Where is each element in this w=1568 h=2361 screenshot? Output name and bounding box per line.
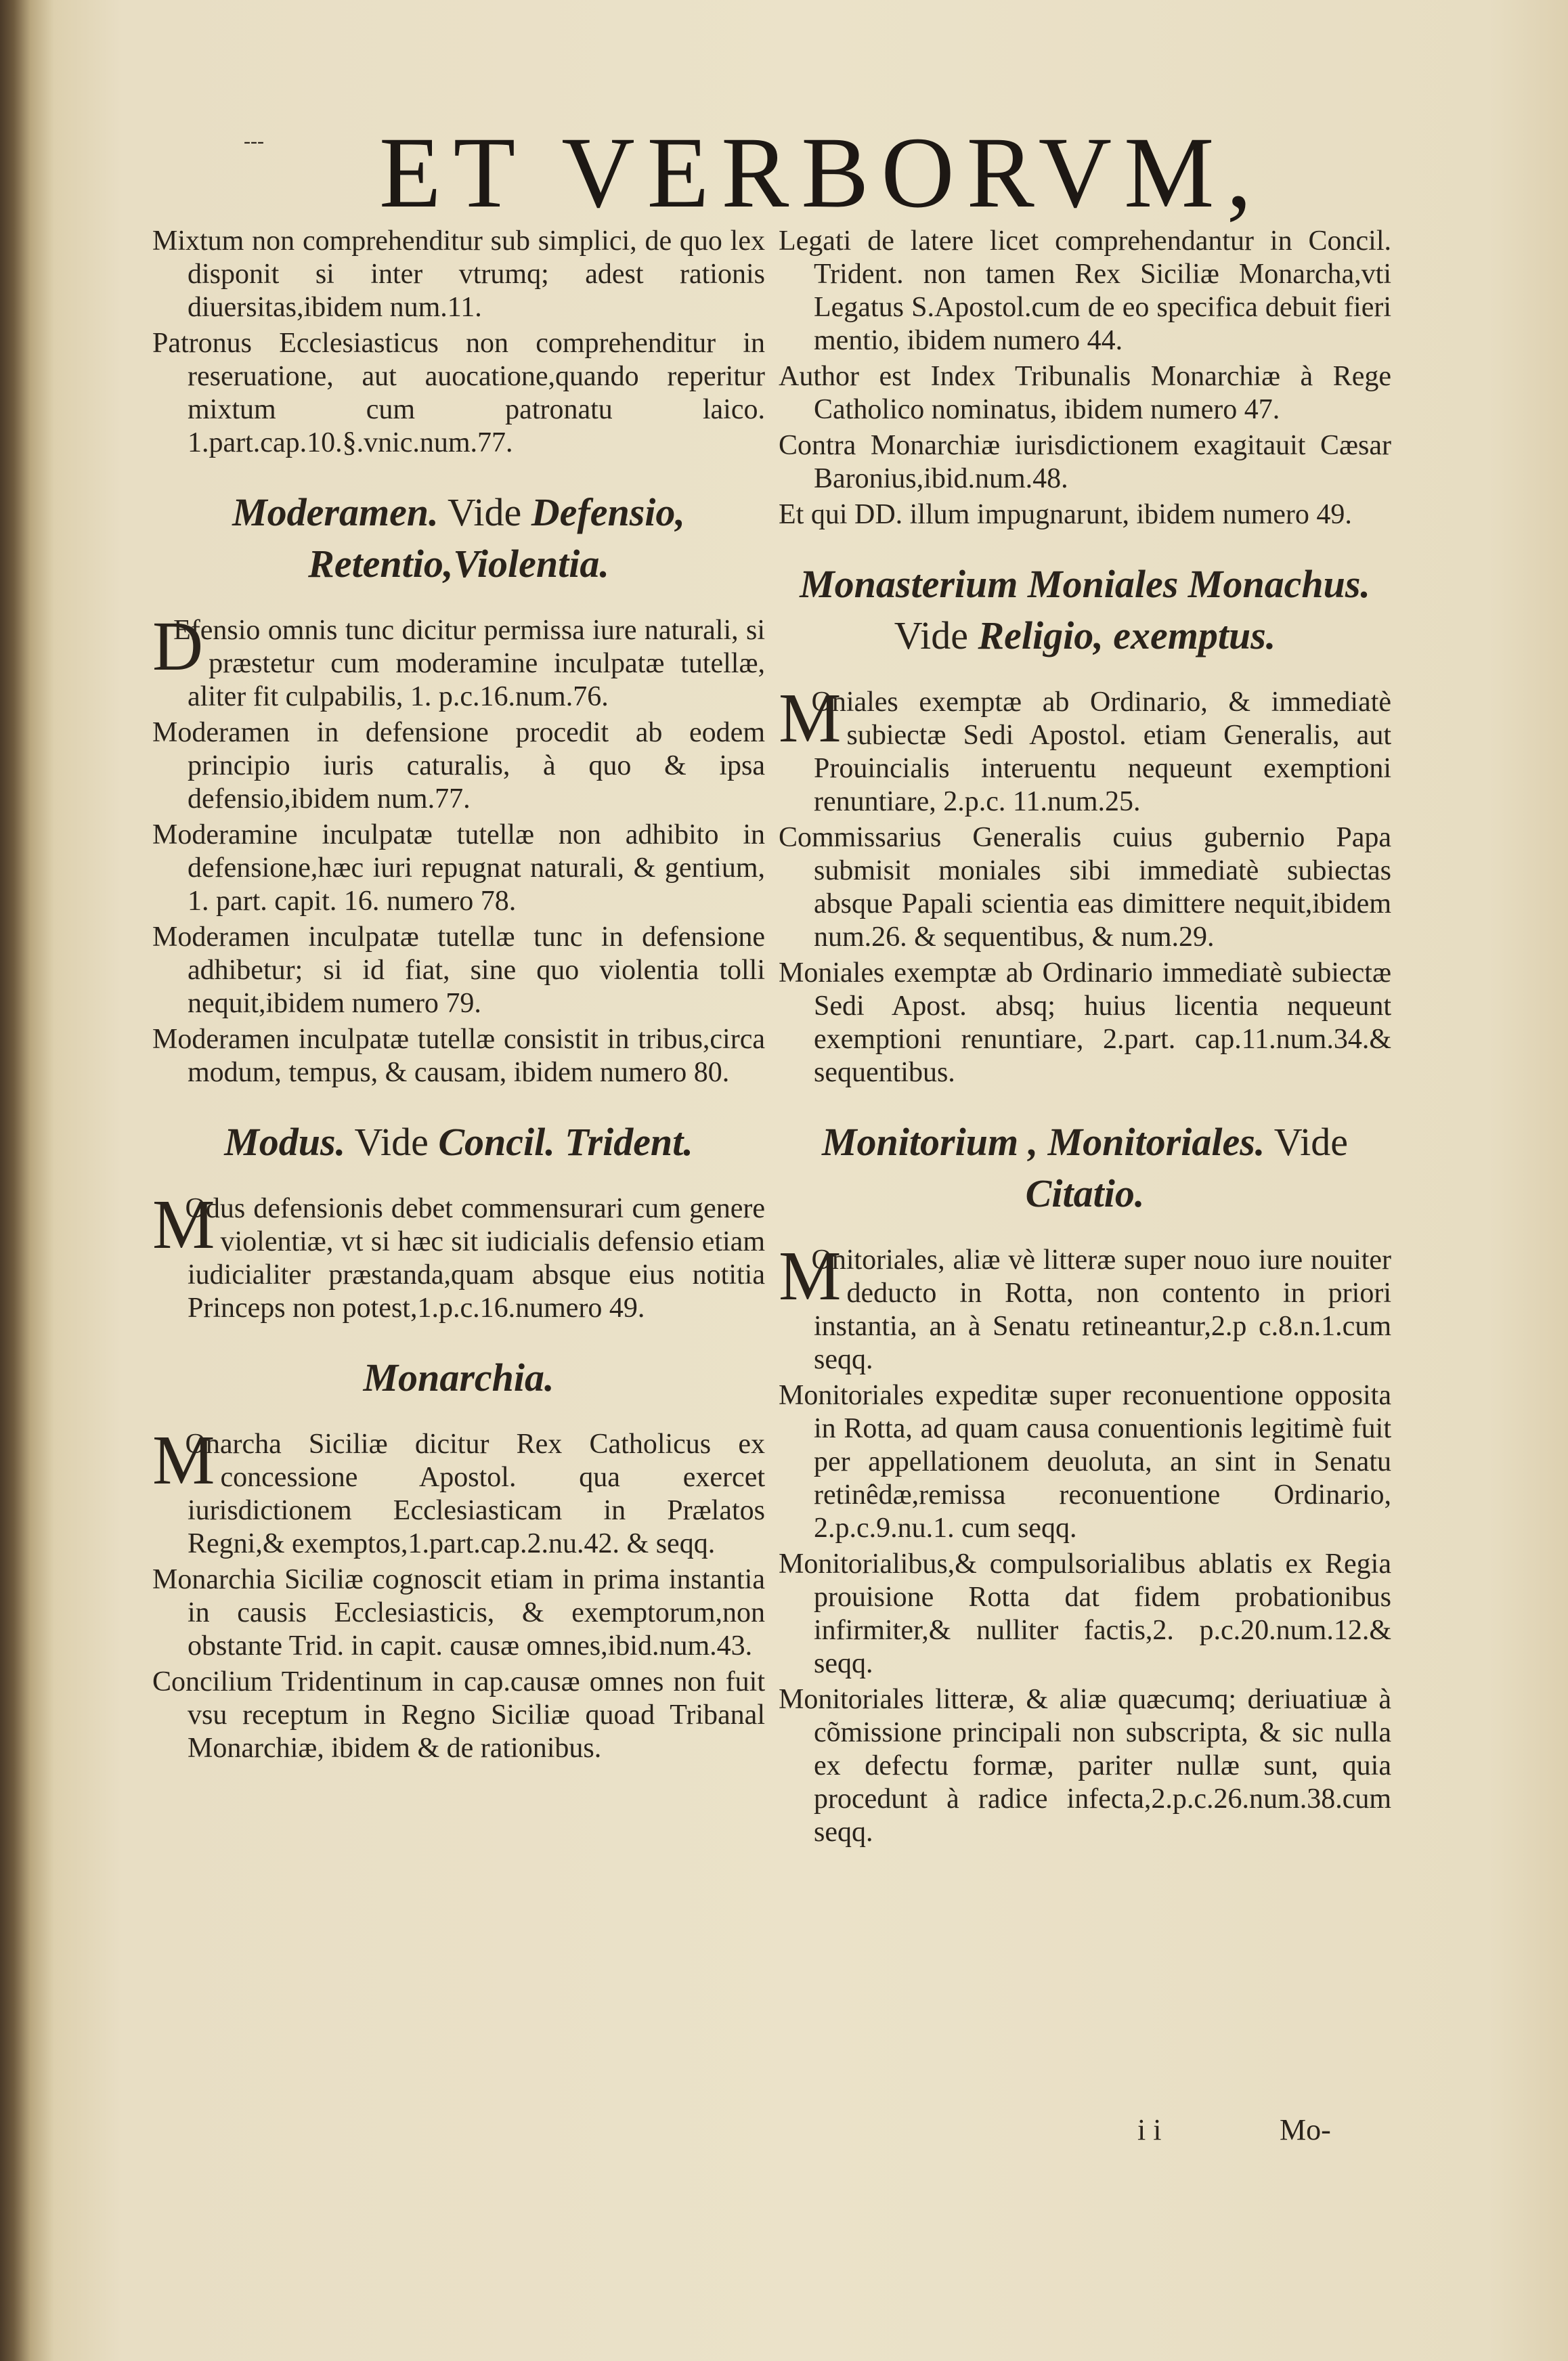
index-entry: Patronus Ecclesiasticus non comprehenditur in reseruatione, aut auocatione,quando reperitur mixtum cum patronatu laico. 1.part.cap.10.§.vnic.num.77.: [152, 328, 765, 458]
index-entry: Moderamine inculpatæ tutellæ non adhibito in defensione,hæc iuri repugnat naturali, & gentium, 1. part. capit. 16. numero 78.: [152, 819, 765, 917]
index-entry: Author est Index Tribunalis Monarchiæ à Rege Catholico nominatus, ibidem numero 47.: [779, 361, 1391, 425]
right-column: [779, 225, 1391, 1852]
section-heading-moderamen: Moderamen. Vide Defensio, Retentio,Violentia.: [232, 490, 685, 586]
index-entry: Monitoriales expeditæ super reconuentione opposita in Rotta, ad quam causa conuentionis legitimè fuit per appellationem deuoluta, an sint in Senatu retinêdæ,remissa reconuentione Ordinario, 2.p.c.9.nu.1. cum seqq.: [779, 1380, 1391, 1544]
facing-page-margin-text: [0, 190, 54, 2085]
index-entry: Moniales exemptæ ab Ordinario immediatè subiectæ Sedi Apost. absq; huius licentia nequeunt exemptioni renuntiare, 2.part. cap.11.num.34.& sequentibus.: [779, 957, 1391, 1088]
index-entry: Monitorialibus,& compulsorialibus ablatis ex Regia prouisione Rotta dat fidem probationibus infirmiter,& nulliter factis,2. p.c.20.num.12.& seqq.: [779, 1548, 1391, 1679]
drop-cap: M: [779, 1237, 842, 1315]
section-heading-monitorium: Monitorium , Monitoriales. Vide Citatio.: [821, 1120, 1348, 1215]
index-entry: D Efensio omnis tunc dicitur permissa iure naturali, si præstetur cum moderamine inculpatæ tutellæ, aliter fit culpabilis, 1. p.c.16.num.76.: [152, 607, 765, 712]
drop-cap: M: [152, 1186, 215, 1263]
drop-cap: M: [152, 1421, 215, 1499]
header-mark: ---: [244, 130, 264, 152]
index-entry: Et qui DD. illum impugnarunt, ibidem numero 49.: [779, 499, 1352, 530]
index-entry: Mixtum non comprehenditur sub simplici, de quo lex disponit si inter vtrumq; adest rationis diuersitas,ibidem num.11.: [152, 225, 765, 323]
index-entry: Concilium Tridentinum in cap.causæ omnes non fuit vsu receptum in Regno Siciliæ quoad Tribanal Monarchiæ, ibidem & de rationibus.: [152, 1666, 765, 1764]
catchword: Mo-: [1280, 2113, 1331, 2146]
index-entry: M Onitoriales, aliæ vè litteræ super nouo iure nouiter deducto in Rotta, non contento in priori instantia, an à Senatu retineantur,2.p c.8.n.1.cum seqq.: [779, 1237, 1391, 1375]
index-entry: M Onarcha Siciliæ dicitur Rex Catholicus ex concessione Apostol. qua exercet iurisdictionem Ecclesiasticam in Prælatos Regni,& exemptos,1.part.cap.2.nu.42. & seqq.: [152, 1421, 765, 1559]
index-entry: Moderamen in defensione procedit ab eodem principio iuris caturalis, à quo & ipsa defensio,ibidem num.77.: [152, 717, 765, 815]
index-entry: Contra Monarchiæ iurisdictionem exagitauit Cæsar Baronius,ibid.num.48.: [779, 430, 1391, 494]
index-entry: Moderamen inculpatæ tutellæ tunc in defensione adhibetur; si id fiat, sine quo violentia tolli nequit,ibidem numero 79.: [152, 922, 765, 1019]
index-entry: Monarchia Siciliæ cognoscit etiam in prima instantia in causis Ecclesiasticis, & exemptorum,non obstante Trid. in capit. causæ omnes,ibid.num.43.: [152, 1564, 765, 1662]
drop-cap: M: [779, 679, 842, 757]
section-heading-modus: Modus. Vide Concil. Trident.: [224, 1120, 693, 1164]
index-entry: M Oniales exemptæ ab Ordinario, & immediatè subiectæ Sedi Apostol. etiam Generalis, aut Prouincialis interuentu nequeunt exemptioni renuntiare, 2.p.c. 11.num.25.: [779, 679, 1391, 817]
left-column: [152, 225, 765, 1768]
section-heading-monasterium: Monasterium Moniales Monachus. Vide Religio, exemptus.: [800, 562, 1370, 657]
index-entry: Commissarius Generalis cuius gubernio Papa submisit moniales sibi immediatè subiectas absque Papali scientia eas dimittere nequit,ibidem num.26. & sequentibus, & num.29.: [779, 822, 1391, 953]
index-entry: Moderamen inculpatæ tutellæ consistit in tribus,circa modum, tempus, & causam, ibidem numero 80.: [152, 1024, 765, 1088]
signature-mark: i i: [1137, 2113, 1162, 2146]
index-entry: Monitoriales litteræ, & aliæ quæcumq; deriuatiuæ à cõmissione principali non subscripta, & sic nulla ex defectu formæ, pariter nullæ sunt, quia procedunt à radice infecta,2.p.c.26.num.38.cum seqq.: [779, 1684, 1391, 1848]
index-entry: M Odus defensionis debet commensurari cum genere violentiæ, vt si hæc sit iudicialis defensio etiam iudicialiter præstanda,quam absque eius notitia Princeps non potest,1.p.c.16.numero 49.: [152, 1186, 765, 1324]
section-heading-monarchia: Monarchia.: [363, 1356, 554, 1400]
index-entry: Legati de latere licet comprehendantur in Concil. Trident. non tamen Rex Siciliæ Monarcha,vti Legatus S.Apostol.cum de eo specifica debuit fieri mentio, ibidem numero 44.: [779, 225, 1391, 356]
running-header: ET VERBORVM,: [379, 116, 1264, 229]
drop-cap: D: [152, 607, 204, 685]
